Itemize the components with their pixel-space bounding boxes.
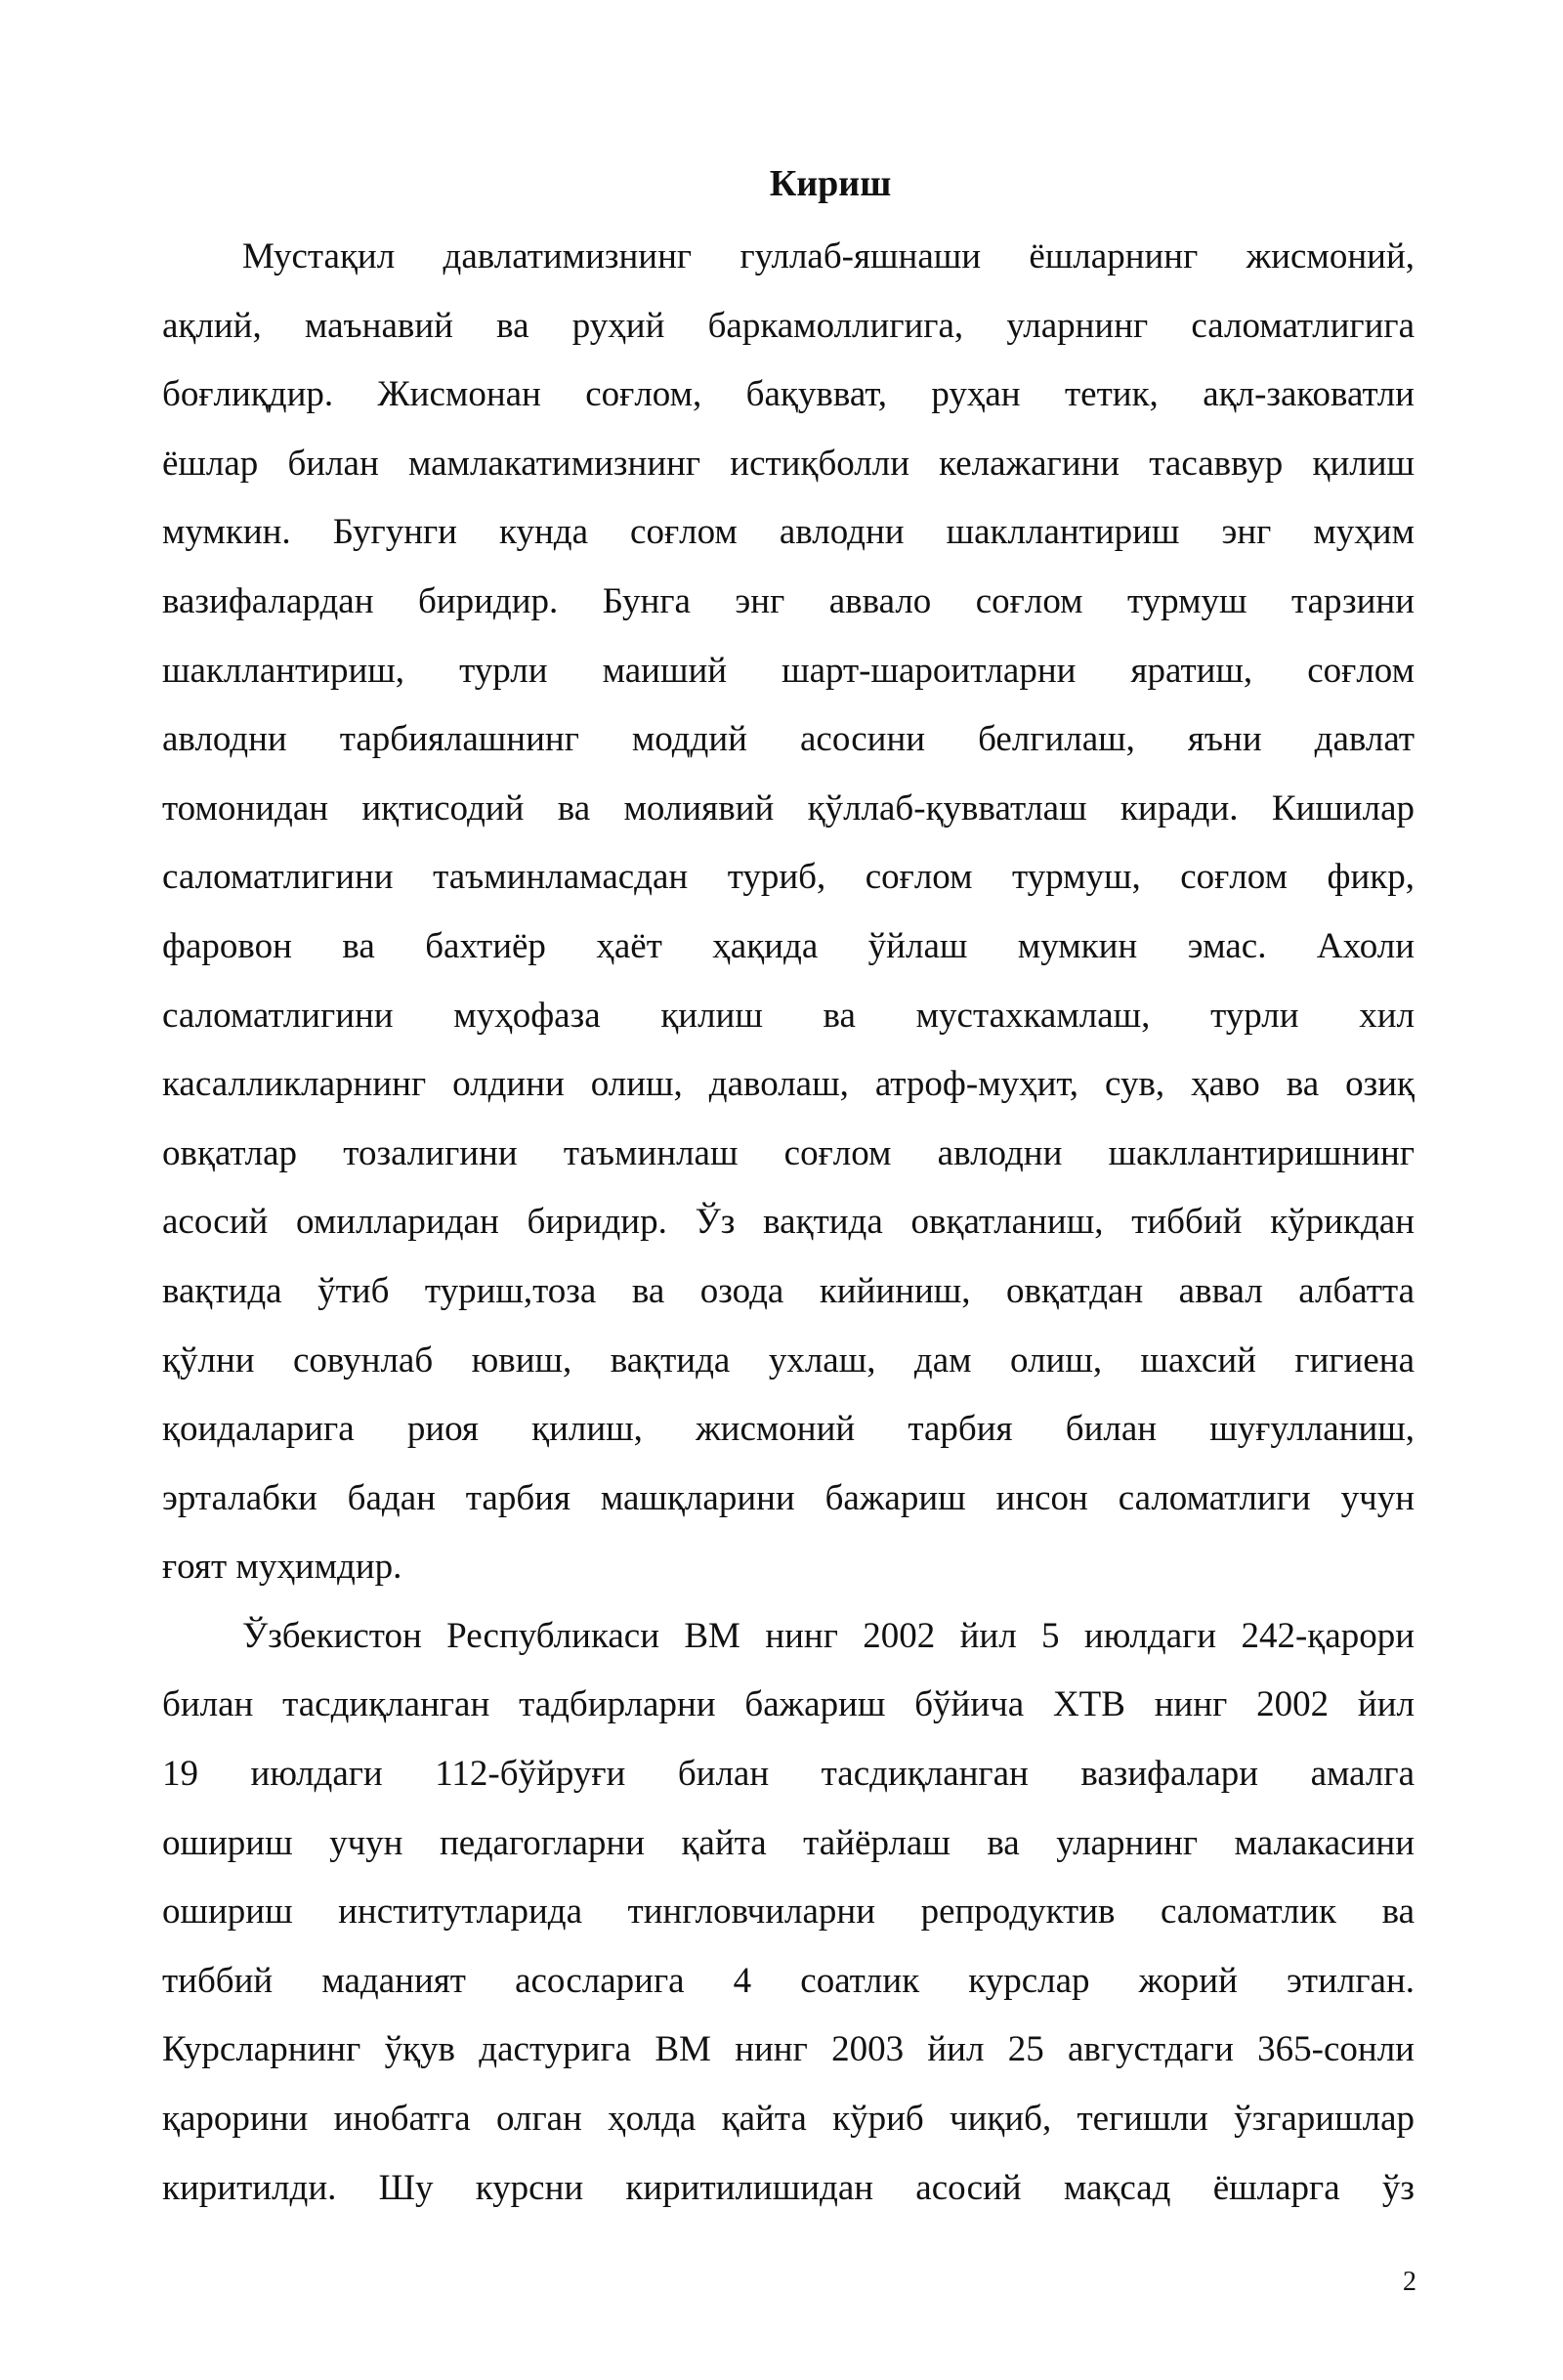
page-title: Кириш [769,163,892,204]
text-line: қўлни совунлаб ювиш, вақтида ухлаш, дам олиш, шахсий гигиена [162,1339,1415,1381]
body-text [162,223,1415,2223]
text-line: мумкин. Бугунги кунда соғлом авлодни шакллантириш энг муҳим [162,512,1415,553]
text-line: овқатлар тозалигини таъминлаш соғлом авлодни шакллантиришнинг [162,1132,1415,1173]
text-line: асосий омилларидан биридир. Ўз вақтида овқатланиш, тиббий кўрикдан [162,1202,1415,1243]
text-line: 19 июлдаги 112-бўйруғи билан тасдиқланган вазифалари амалга [162,1754,1415,1795]
text-line: тиббий маданият асосларига 4 соатлик курслар жорий этилган. [162,1960,1415,2001]
text-line: ақлий, маънавий ва руҳий баркамоллигига, уларнинг саломатлигига [162,305,1415,346]
text-line: Ўзбекистон Республикаси ВМ нинг 2002 йил 5 июлдаги 242-қарори [242,1615,1415,1656]
text-line: шакллантириш, турли маиший шарт-шароитларни яратиш, соғлом [162,650,1415,691]
text-line: фаровон ва бахтиёр ҳаёт ҳақида ўйлаш мумкин эмас. Ахоли [162,925,1415,966]
text-line: эрталабки бадан тарбия машқларини бажариш инсон саломатлиги учун [162,1477,1415,1518]
text-line: қоидаларига риоя қилиш, жисмоний тарбия билан шуғулланиш, [162,1409,1415,1450]
text-line: саломатлигини таъминламасдан туриб, соғлом турмуш, соғлом фикр, [162,857,1415,898]
page-number: 2 [1403,2267,1416,2297]
text-line: вазифалардан биридир. Бунга энг аввало соғлом турмуш тарзини [162,580,1415,621]
text-line: билан тасдиқланган тадбирларни бажариш бўйича ХТВ нинг 2002 йил [162,1684,1415,1725]
text-line: ошириш институтларида тингловчиларни репродуктив саломатлик ва [162,1891,1415,1933]
text-line: ёшлар билан мамлакатимизнинг истиқболли келажагини тасаввур қилиш [162,443,1415,484]
text-line: вақтида ўтиб туриш,тоза ва озода кийиниш, овқатдан аввал албатта [162,1270,1415,1311]
text-line: Курсларнинг ўқув дастурига ВМ нинг 2003 йил 25 августдаги 365-сонли [162,2029,1415,2070]
text-line: Мустақил давлатимизнинг гуллаб-яшнаши ёшларнинг жисмоний, [242,236,1415,276]
text-line: киритилди. Шу курсни киритилишидан асосий мақсад ёшларга ўз [162,2167,1415,2208]
text-line: қарорини инобатга олган ҳолда қайта кўриб чиқиб, тегишли ўзгаришлар [162,2099,1415,2140]
text-line: томонидан иқтисодий ва молиявий қўллаб-қувватлаш киради. Кишилар [162,787,1415,829]
text-line: авлодни тарбиялашнинг моддий асосини белгилаш, яъни давлат [162,719,1415,760]
text-line: касалликларнинг олдини олиш, даволаш, атроф-муҳит, сув, ҳаво ва озиқ [162,1064,1415,1105]
text-line: саломатлигини муҳофаза қилиш ва мустахкамлаш, турли хил [162,995,1415,1036]
text-line: ошириш учун педагогларни қайта тайёрлаш ва уларнинг малакасини [162,1822,1415,1863]
text-line: боғлиқдир. Жисмонан соғлом, бақувват, руҳан тетик, ақл-заковатли [162,374,1415,415]
text-line: ғоят муҳимдир. [162,1547,402,1588]
